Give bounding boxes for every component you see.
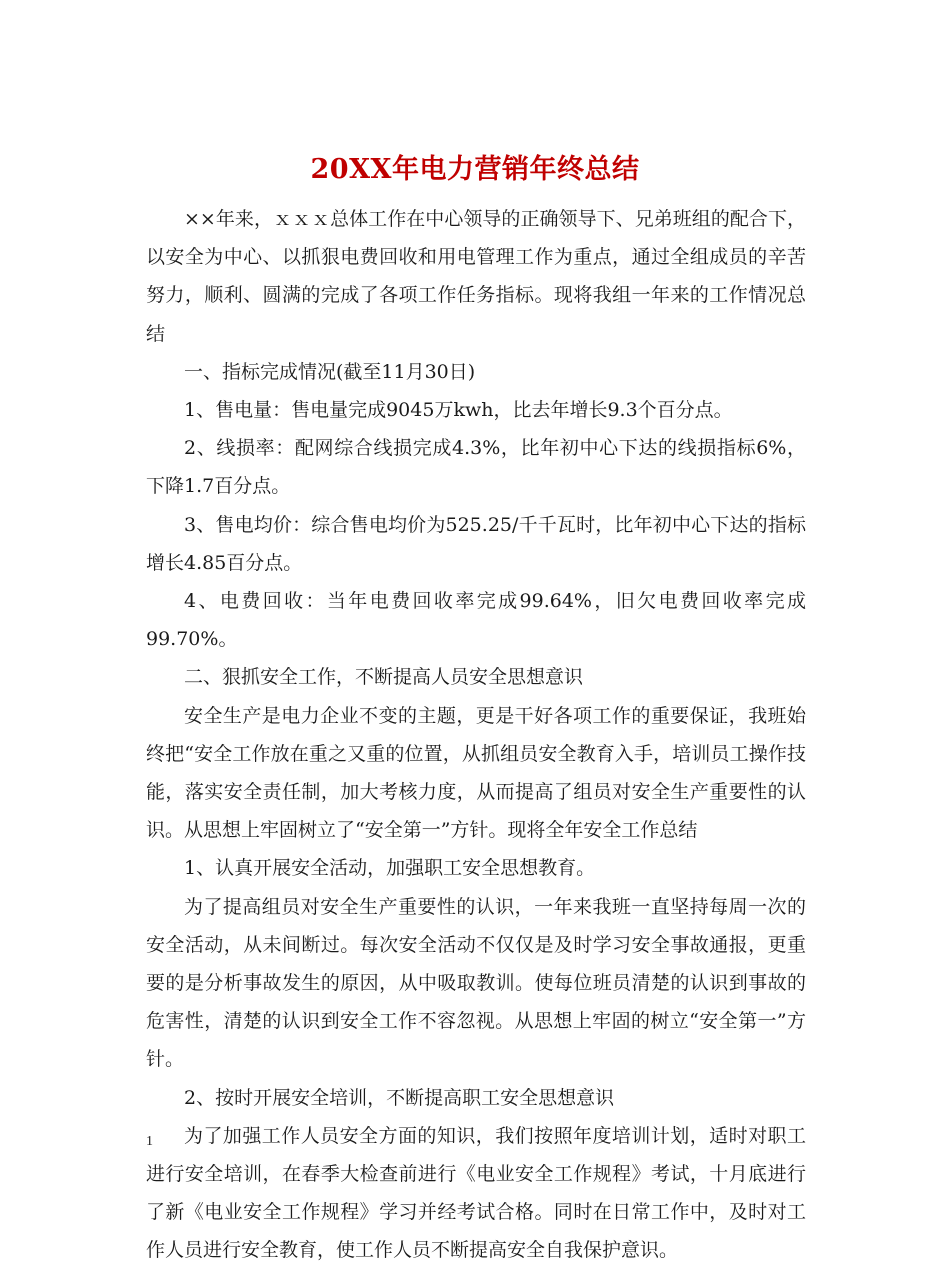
paragraph-intro: ××年来，ｘｘｘ总体工作在中心领导的正确领导下、兄弟班组的配合下，以安全为中心、以抓狠电费回收和用电管理工作为重点，通过全组成员的辛苦努力，顺利、圆满的完成了各项工作任务指标。现将我组一年来的工作情况总结 [146, 208, 806, 345]
paragraph-line-loss: 2、线损率：配网综合线损完成4.3%，比年初中心下达的线损指标6%，下降1.7百分点。 [146, 437, 806, 498]
paragraph-electricity-sales: 1、售电量：售电量完成9045万kwh，比去年增长9.3个百分点。 [184, 399, 733, 422]
page-number: 1 [146, 1134, 153, 1149]
paragraph-fee-recovery: 4、电费回收：当年电费回收率完成99.64%，旧欠电费回收率完成99.70%。 [146, 590, 806, 651]
section-heading-indicators: 一、指标完成情况(截至11月30日) [184, 360, 476, 383]
paragraph-average-price: 3、售电均价：综合售电均价为525.25/千千瓦时，比年初中心下达的指标增长4.85百分点。 [146, 513, 806, 574]
paragraph-safety-overview: 安全生产是电力企业不变的主题，更是干好各项工作的重要保证，我班始终把“安全工作放在重之又重的位置，从抓组员安全教育入手，培训员工操作技能，落实安全责任制，加大考核力度，从而提高了组员对安全生产重要性的认识。从思想上牢固树立了“安全第一”方针。现将全年安全工作总结 [146, 704, 806, 842]
subheading-safety-activities: 1、认真开展安全活动，加强职工安全思想教育。 [184, 857, 596, 880]
document-title: 20XX年电力营销年终总结 [310, 154, 640, 186]
paragraph-safety-training: 为了加强工作人员安全方面的知识，我们按照年度培训计划，适时对职工进行安全培训，在春季大检查前进行《电业安全工作规程》考试，十月底进行了新《电业安全工作规程》学习并经考试合格。同时在日常工作中，及时对工作人员进行安全教育，使工作人员不断提高安全自我保护意识。 [146, 1124, 806, 1262]
subheading-safety-training: 2、按时开展安全培训，不断提高职工安全思想意识 [184, 1086, 615, 1109]
section-heading-safety: 二、狠抓安全工作，不断提高人员安全思想意识 [184, 666, 584, 689]
paragraph-safety-activities: 为了提高组员对安全生产重要性的认识，一年来我班一直坚持每周一次的安全活动，从未间断过。每次安全活动不仅仅是及时学习安全事故通报，更重要的是分析事故发生的原因，从中吸取教训。使每位班员清楚的认识到事故的危害性，清楚的认识到安全工作不容忽视。从思想上牢固的树立“安全第一”方针。 [146, 895, 806, 1071]
document-body [146, 200, 806, 1270]
